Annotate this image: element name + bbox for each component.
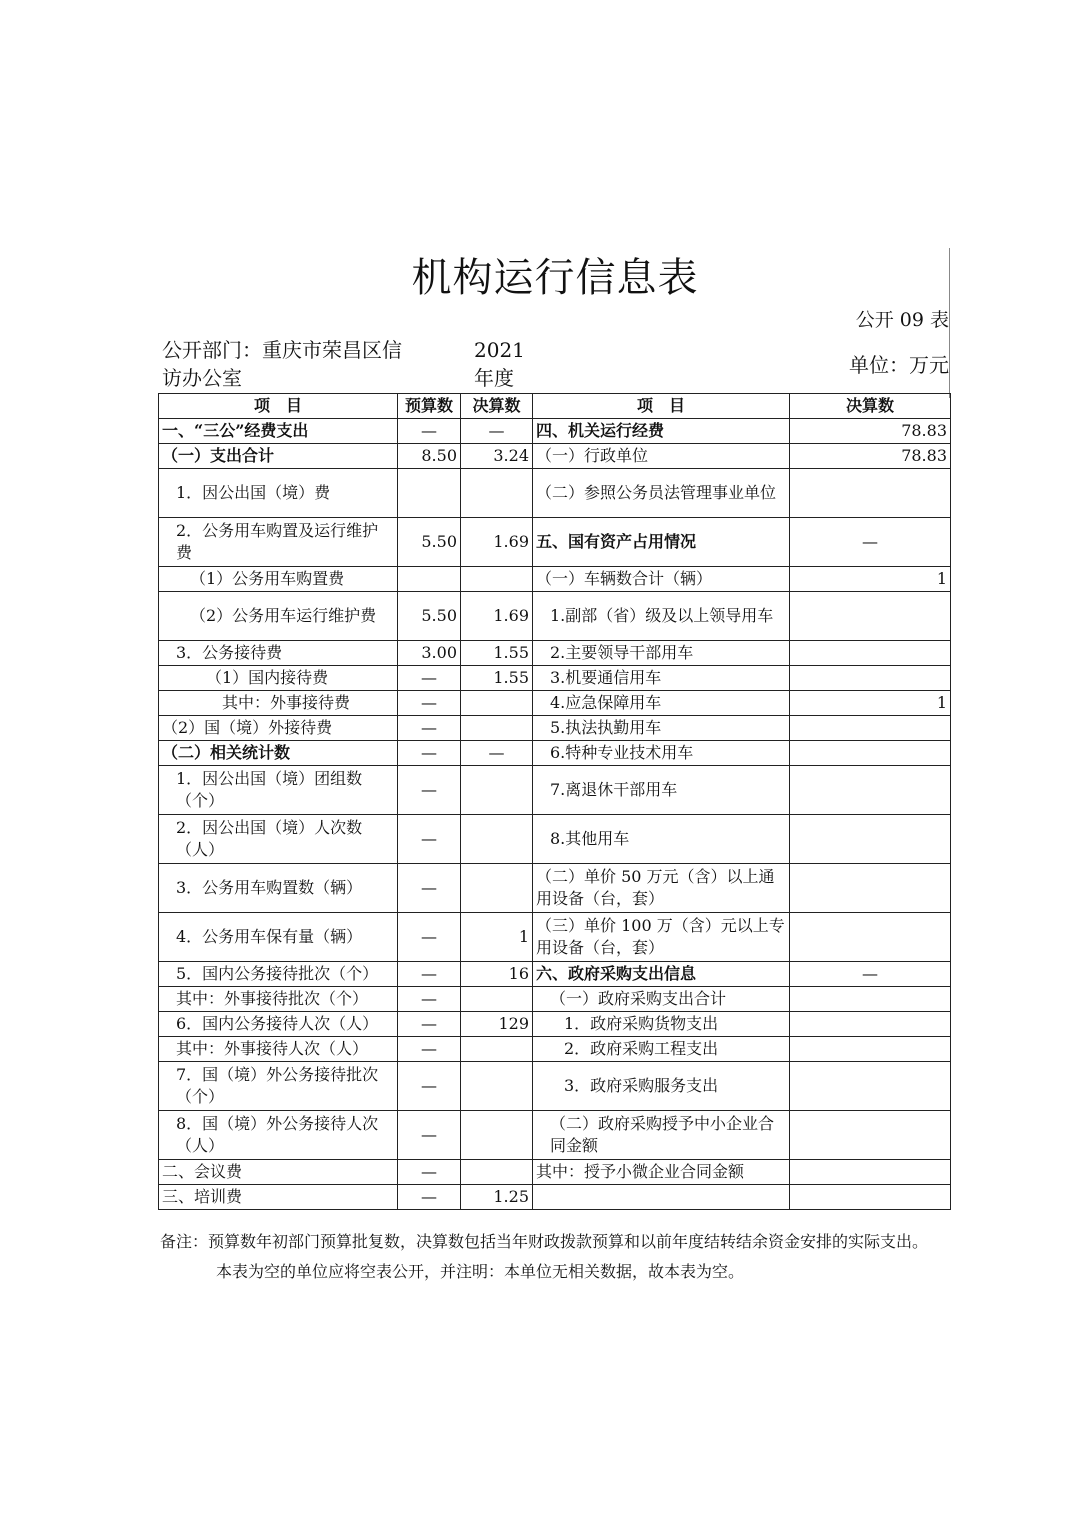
row-left-final [461,716,533,741]
row-right-item: 五、国有资产占用情况 [533,518,790,567]
row-right-final [790,987,951,1012]
row-left-item: 3．公务接待费 [159,641,398,666]
row-left-budget: — [398,1160,461,1185]
row-left-budget: — [398,1037,461,1062]
row-left-budget: — [398,864,461,913]
row-right-item: （一）政府采购支出合计 [533,987,790,1012]
row-right-final [790,1160,951,1185]
row-left-final [461,864,533,913]
row-right-final: 1 [790,567,951,592]
row-left-final: 16 [461,962,533,987]
row-right-item: （一）行政单位 [533,444,790,469]
row-left-budget: — [398,419,461,444]
row-right-item: （二）单价 50 万元（含）以上通用设备（台，套） [533,864,790,913]
row-left-budget: 8.50 [398,444,461,469]
row-left-item: 二、会议费 [159,1160,398,1185]
info-table [158,393,951,1210]
row-right-item: 8.其他用车 [533,815,790,864]
row-right-final [790,1037,951,1062]
row-right-item: （一）车辆数合计（辆） [533,567,790,592]
row-left-final: 1.55 [461,641,533,666]
row-right-item: 其中：授予小微企业合同金额 [533,1160,790,1185]
row-left-final [461,1037,533,1062]
row-left-budget: — [398,1062,461,1111]
row-left-item: （一）支出合计 [159,444,398,469]
row-right-final: 78.83 [790,419,951,444]
row-right-final [790,913,951,962]
row-left-item: 一、“三公”经费支出 [159,419,398,444]
row-left-item: 8．国（境）外公务接待人次（人） [159,1111,398,1160]
table-row [159,592,951,641]
row-right-item: 六、政府采购支出信息 [533,962,790,987]
row-left-item: 6．国内公务接待人次（人） [159,1012,398,1037]
row-right-final [790,864,951,913]
table-row [159,987,951,1012]
row-right-final [790,1111,951,1160]
row-left-budget: 5.50 [398,518,461,567]
unit-label: 单位：万元 [849,353,949,377]
row-left-final: 1.55 [461,666,533,691]
row-left-final [461,691,533,716]
row-right-final [790,641,951,666]
row-right-final [790,1012,951,1037]
row-left-final: 1.69 [461,518,533,567]
table-row [159,691,951,716]
row-left-final: 1 [461,913,533,962]
row-right-item: 2．政府采购工程支出 [533,1037,790,1062]
row-right-item: （三）单价 100 万（含）元以上专用设备（台，套） [533,913,790,962]
row-right-item: 1．政府采购货物支出 [533,1012,790,1037]
table-row [159,1012,951,1037]
row-left-budget: — [398,691,461,716]
row-right-final [790,469,951,518]
row-right-item: 2.主要领导干部用车 [533,641,790,666]
table-header-row [159,394,951,419]
table-row [159,518,951,567]
row-right-final: 1 [790,691,951,716]
row-left-final [461,766,533,815]
row-left-item: 三、培训费 [159,1185,398,1210]
header-right-final: 决算数 [790,394,951,419]
row-right-item: 3.机要通信用车 [533,666,790,691]
table-row [159,766,951,815]
row-right-final [790,815,951,864]
row-right-item: （二）参照公务员法管理事业单位 [533,469,790,518]
row-right-item [533,1185,790,1210]
row-left-item: 3．公务用车购置数（辆） [159,864,398,913]
row-left-budget: 5.50 [398,592,461,641]
row-left-item: 1．因公出国（境）费 [159,469,398,518]
row-left-budget: — [398,913,461,962]
table-row [159,1160,951,1185]
row-left-final: 3.24 [461,444,533,469]
table-row [159,1111,951,1160]
table-row [159,419,951,444]
row-right-item: 四、机关运行经费 [533,419,790,444]
row-left-item: 其中：外事接待批次（个） [159,987,398,1012]
header-right-item: 项 目 [533,394,790,419]
row-left-item: 5．国内公务接待批次（个） [159,962,398,987]
row-right-final [790,1062,951,1111]
table-row [159,1037,951,1062]
row-right-final [790,741,951,766]
table-code: 公开 09 表 [855,309,949,331]
table-row [159,913,951,962]
row-right-final: — [790,962,951,987]
row-left-final: — [461,419,533,444]
row-left-item: （1）公务用车购置费 [159,567,398,592]
table-row [159,641,951,666]
row-left-budget [398,469,461,518]
row-right-item: 5.执法执勤用车 [533,716,790,741]
row-left-budget: — [398,815,461,864]
row-left-item: （2）国（境）外接待费 [159,716,398,741]
row-right-item: 1.副部（省）级及以上领导用车 [533,592,790,641]
note-empty-table: 本表为空的单位应将空表公开，并注明：本单位无相关数据，故本表为空。 [216,1262,745,1281]
row-left-item: （1）国内接待费 [159,666,398,691]
row-left-final [461,815,533,864]
row-left-final [461,469,533,518]
row-right-item: 6.特种专业技术用车 [533,741,790,766]
year-label: 2021年度 [474,338,525,390]
row-left-item: 4．公务用车保有量（辆） [159,913,398,962]
row-left-budget: — [398,962,461,987]
row-right-item: 4.应急保障用车 [533,691,790,716]
header-left-item: 项 目 [159,394,398,419]
row-left-item: （2）公务用车运行维护费 [159,592,398,641]
table-row [159,1062,951,1111]
row-right-item: 3．政府采购服务支出 [533,1062,790,1111]
row-right-final [790,592,951,641]
row-left-final [461,1062,533,1111]
table-row [159,962,951,987]
row-left-budget: — [398,766,461,815]
row-left-budget: — [398,741,461,766]
table-body [159,419,951,1210]
row-right-final [790,716,951,741]
row-left-final [461,987,533,1012]
table-row [159,567,951,592]
row-right-final [790,766,951,815]
notes [160,1230,950,1284]
row-left-budget: — [398,1012,461,1037]
row-right-item: 7.离退休干部用车 [533,766,790,815]
row-right-final: — [790,518,951,567]
table-row [159,716,951,741]
table-row [159,815,951,864]
row-right-item: （二）政府采购授予中小企业合同金额 [533,1111,790,1160]
table-row [159,444,951,469]
row-left-budget: — [398,1111,461,1160]
row-left-item: 7．国（境）外公务接待批次（个） [159,1062,398,1111]
header-left-final: 决算数 [461,394,533,419]
row-left-budget: — [398,987,461,1012]
row-right-final [790,1185,951,1210]
row-left-budget: — [398,716,461,741]
row-left-budget: 3.00 [398,641,461,666]
table-row [159,864,951,913]
row-left-budget [398,567,461,592]
row-left-budget: — [398,1185,461,1210]
table-row [159,469,951,518]
row-left-final: 1.25 [461,1185,533,1210]
header-left-budget: 预算数 [398,394,461,419]
row-right-final [790,666,951,691]
table-row [159,741,951,766]
row-left-item: 2．因公出国（境）人次数（人） [159,815,398,864]
row-left-item: 其中：外事接待人次（人） [159,1037,398,1062]
row-left-final [461,1111,533,1160]
page-title: 机构运行信息表 [411,255,699,301]
row-left-final [461,1160,533,1185]
row-left-final [461,567,533,592]
row-left-final: — [461,741,533,766]
row-left-item: 2．公务用车购置及运行维护费 [159,518,398,567]
row-right-final: 78.83 [790,444,951,469]
department-label: 公开部门：重庆市荣昌区信访办公室 [162,338,402,390]
table-row [159,1185,951,1210]
note-remark: 备注：预算数年初部门预算批复数，决算数包括当年财政拨款预算和以前年度结转结余资金安排的实际支出。 [160,1232,929,1251]
row-left-final: 129 [461,1012,533,1037]
table-row [159,666,951,691]
row-left-item: （二）相关统计数 [159,741,398,766]
row-left-item: 其中：外事接待费 [159,691,398,716]
row-left-budget: — [398,666,461,691]
row-left-final: 1.69 [461,592,533,641]
row-left-item: 1．因公出国（境）团组数（个） [159,766,398,815]
